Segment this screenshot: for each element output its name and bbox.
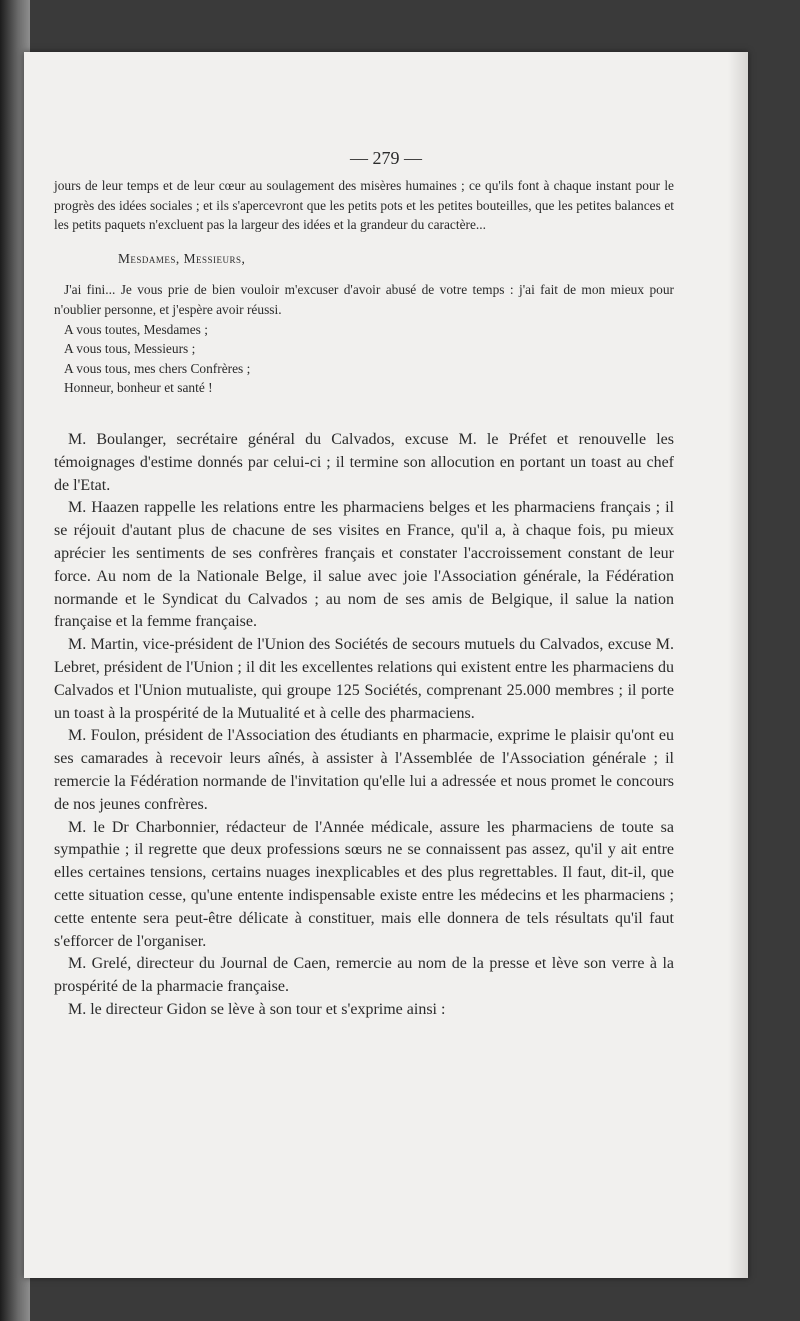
paragraph-foulon: M. Foulon, président de l'Association des étudiants en pharmacie, exprime le plaisir qu'ont eu ses camarades à recevoir leurs aînés, à assister à l'Assemblée de l'Association générale ; il remercie la Fédération normande de l'invitation qu'elle lui a adressée et nous promet le concours de nos jeunes confrères.: [54, 727, 674, 813]
toast-line: A vous tous, Messieurs ;: [64, 341, 196, 357]
paragraph-gidon: M. le directeur Gidon se lève à son tour et s'exprime ainsi :: [68, 1000, 446, 1018]
book-page: [24, 52, 748, 1278]
speech-closing: J'ai fini... Je vous prie de bien vouloir m'excuser d'avoir abusé de votre temps : j'ai fait de mon mieux pour n'oublier personne, et j'espère avoir réussi.: [54, 282, 674, 317]
toast-line: Honneur, bonheur et santé !: [64, 380, 213, 396]
paragraph-boulanger: M. Boulanger, secrétaire général du Calvados, excuse M. le Préfet et renouvelle les témoignages d'estime donnés par celui-ci ; il termine son allocution en portant un toast au chef de l'Etat.: [54, 431, 674, 494]
paragraph-martin: M. Martin, vice-président de l'Union des Sociétés de secours mutuels du Calvados, excuse M. Lebret, président de l'Union ; il dit les excellentes relations qui existent entre les pharmaciens du Calvados et l'Union mutualiste, qui groupe 125 Sociétés, comprenant 25.000 membres ; il porte un toast à la prospérité de la Mutualité et à celle des pharmaciens.: [54, 636, 674, 722]
paragraph-haazen: M. Haazen rappelle les relations entre les pharmaciens belges et les pharmaciens français ; il se réjouit d'autant plus de chacune de ses visites en France, qu'il a, à chaque fois, pu mieux aprécier les sentiments de ses confrères français et constater l'accroissement constant de leur force. Au nom de la Nationale Belge, il salue avec joie l'Association générale, la Fédération normande et le Syndicat du Calvados ; au nom de ses amis de Belgique, il salue la nation française et la femme française.: [54, 499, 674, 631]
paragraph-grele: M. Grelé, directeur du Journal de Caen, remercie au nom de la presse et lève son verre à la prospérité de la pharmacie française.: [54, 955, 674, 996]
speech-opening: jours de leur temps et de leur cœur au soulagement des misères humaines ; ce qu'ils font à chaque instant pour le progrès des idées sociales ; et ils s'apercevront que les petits pots et les petites bouteilles, que les petites balances et les petits paquets n'excluent pas la largeur des idées et la grandeur du caractère...: [54, 178, 674, 233]
toast-line: A vous toutes, Mesdames ;: [64, 321, 208, 337]
speech-salutation: Mesdames, Messieurs,: [118, 250, 246, 266]
report-body: [54, 429, 674, 1022]
paragraph-charbonnier: M. le Dr Charbonnier, rédacteur de l'Année médicale, assure les pharmaciens de toute sa sympathie ; il regrette que deux professions sœurs ne se connaissent pas assez, qu'il y ait entre elles certaines tensions, certains nuages inexplicables et des plus regrettables. Il faut, dit-il, que cette situation cesse, qu'une entente indispensable existe entre les médecins et les pharmaciens ; cette entente sera peut-être délicate à constituer, mais elle donnera de tels résultats qu'il faut s'efforcer de l'organiser.: [54, 818, 674, 950]
page-number: — 279 —: [350, 148, 422, 168]
toast-line: A vous tous, mes chers Confrères ;: [64, 360, 251, 376]
page-edge-shadow: [728, 52, 748, 1278]
speech-excerpt: [54, 176, 674, 398]
